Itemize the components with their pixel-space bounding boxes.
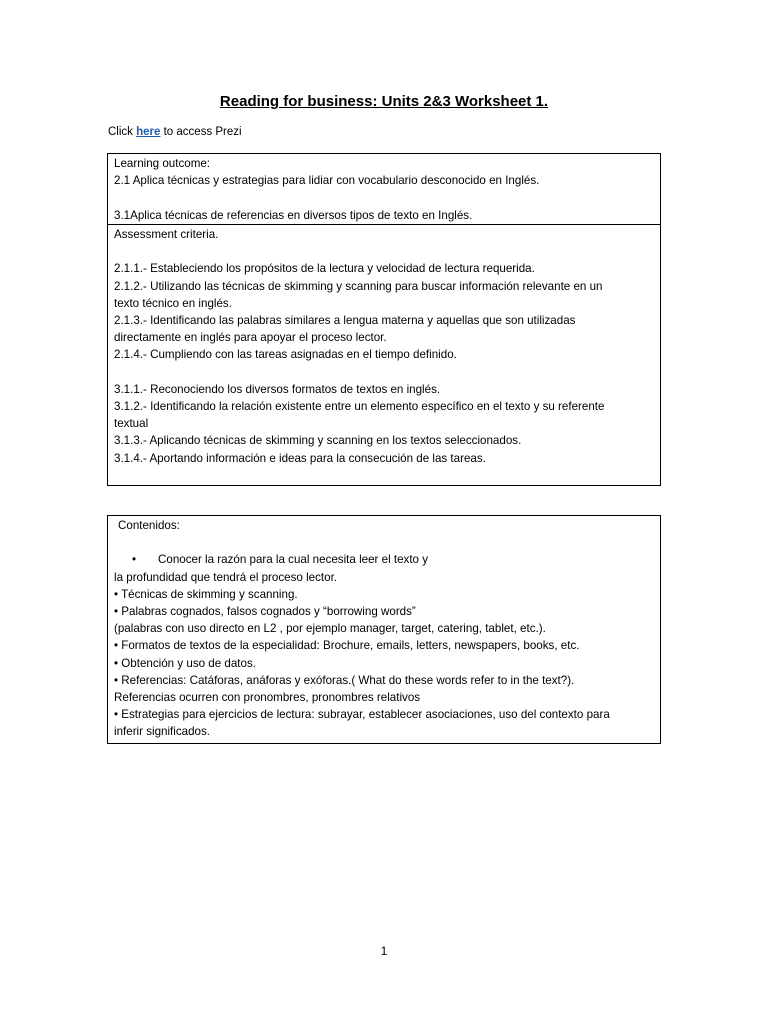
page-number: 1 — [380, 944, 388, 958]
assessment-criteria-box — [107, 224, 661, 486]
page-title: Reading for business: Units 2&3 Worksheet 1. — [219, 93, 549, 110]
criteria-line: 3.1.2.- Identificando la relación existente entre un elemento específico en el texto y su referente — [114, 400, 605, 413]
contents-bullet-item — [114, 551, 654, 568]
contents-line: • Formatos de textos de la especialidad: Brochure, emails, letters, newspapers, books, etc. — [114, 639, 580, 653]
learning-outcome-item: 2.1 Aplica técnicas y estrategias para lidiar con vocabulario desconocido en Inglés. — [114, 174, 540, 188]
criteria-line: 2.1.3.- Identificando las palabras similares a lengua materna y aquellas que son utilizadas — [114, 314, 576, 327]
contents-line: • Palabras cognados, falsos cognados y “borrowing words” — [114, 605, 416, 618]
contents-line: • Obtención y uso de datos. — [114, 656, 256, 670]
learning-outcome-item: 3.1Aplica técnicas de referencias en diversos tipos de texto en Inglés. — [114, 208, 473, 222]
learning-outcome-heading: Learning outcome: — [114, 157, 211, 170]
criteria-line: texto técnico en inglés. — [114, 296, 232, 310]
criteria-line: 3.1.1.- Reconociendo los diversos formatos de textos en inglés. — [114, 382, 441, 396]
contents-line: • Referencias: Catáforas, anáforas y exóforas.( What do these words refer to in the text?). — [114, 673, 575, 687]
prezi-link[interactable]: here — [136, 126, 161, 138]
criteria-line: 2.1.1.- Estableciendo los propósitos de la lectura y velocidad de lectura requerida. — [114, 262, 535, 276]
contents-bullet-text: Conocer la razón para la cual necesita leer el texto y — [158, 553, 429, 567]
contents-line: inferir significados. — [114, 725, 211, 739]
contents-heading: Contenidos: — [118, 519, 180, 532]
prezi-access-line — [108, 126, 242, 138]
bullet-icon: • — [132, 553, 137, 567]
criteria-line: 2.1.4.- Cumpliendo con las tareas asignadas en el tiempo definido. — [114, 348, 457, 362]
contents-box — [107, 515, 661, 744]
learning-outcome-box — [107, 153, 661, 225]
criteria-line: 3.1.3.- Aplicando técnicas de skimming y scanning en los textos seleccionados. — [114, 434, 522, 448]
criteria-line: 2.1.2.- Utilizando las técnicas de skimming y scanning para buscar información relevante en un — [114, 279, 603, 293]
click-prefix: Click — [108, 126, 137, 138]
criteria-line: directamente en inglés para apoyar el proceso lector. — [114, 331, 387, 345]
assessment-heading: Assessment criteria. — [114, 228, 219, 241]
criteria-line: 3.1.4.- Aportando información e ideas para la consecución de las tareas. — [114, 451, 486, 465]
contents-line: Referencias ocurren con pronombres, pronombres relativos — [114, 691, 421, 705]
contents-line: la profundidad que tendrá el proceso lector. — [114, 570, 338, 584]
contents-line: • Técnicas de skimming y scanning. — [114, 587, 298, 601]
criteria-line: textual — [114, 417, 149, 431]
contents-line: (palabras con uso directo en L2 , por ejemplo manager, target, catering, tablet, etc.). — [114, 622, 546, 636]
contents-line: • Estrategias para ejercicios de lectura: subrayar, establecer asociaciones, uso del contexto para — [114, 708, 610, 722]
click-suffix: to access Prezi — [160, 126, 242, 138]
